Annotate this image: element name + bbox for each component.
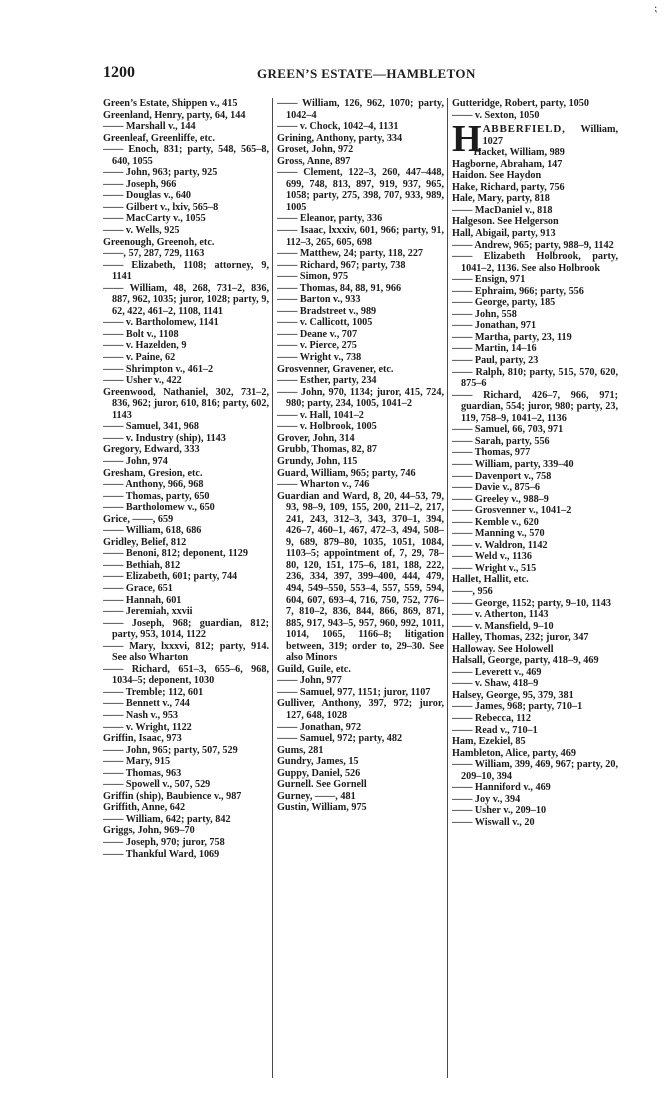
entry-text: William, 1027 — [482, 124, 618, 147]
index-entry: —— Samuel, 66, 703, 971 — [452, 424, 564, 436]
index-entry: —— John, 965; party, 507, 529 — [103, 744, 238, 756]
index-entry: —— Leverett v., 469 — [452, 666, 542, 678]
index-entry: Grosvenner, Gravener, etc. — [277, 363, 394, 375]
page-header — [103, 64, 613, 82]
index-entry: —— Tremble; 112, 601 — [103, 686, 204, 698]
index-entry: —— Clement, 122–3, 260, 447–448, 699, 748, 813, 897, 919, 937, 965, 1058; party, 275, 398, 707, 933, 989, 1005 — [277, 167, 444, 213]
index-entry: —— Greeley v., 988–9 — [452, 493, 549, 505]
index-entry: Halley, Thomas, 232; juror, 347 — [452, 632, 589, 644]
index-entry: —— William, 48, 268, 731–2, 836, 887, 962, 1035; juror, 1028; party, 9, 62, 422, 461–2, 1108, 1141 — [103, 282, 269, 317]
index-column-3-rest — [452, 147, 618, 828]
index-entry: —— Wharton v., 746 — [277, 479, 370, 491]
index-entry: —— Richard, 426–7, 966, 971; guardian, 554; juror, 980; party, 23, 119, 758–9, 1041–2, 1136 — [452, 389, 618, 424]
index-entry: Ham, Ezekiel, 85 — [452, 736, 526, 748]
index-entry: —— Anthony, 966, 968 — [103, 479, 204, 491]
index-entry: Greenleaf, Greenliffe, etc. — [103, 132, 215, 144]
index-entry: Grubb, Thomas, 82, 87 — [277, 444, 378, 456]
index-entry: Guardian and Ward, 8, 20, 44–53, 79, 93, 98–9, 109, 155, 200, 211–2, 217, 241, 243, 312–3, 343, 370–1, 394, 426–7, 460–1, 467, 472–3, 494, 508–9, 689, 879–80, 1035, 1051, 1084, 1103–5; appointment of, 7, 29, 78–80, 120, 151, 175–6, 181, 188, 222, 236, 334, 397, 399–400, 444, 479, 494, 549–550, 553–4, 557, 559, 594, 604, 607, 693–4, 716, 750, 752, 776–7, 810–2, 836, 844, 866, 869, 871, 885, 917, 943–5, 957, 960, 992, 1011, 1014, 1065, 1166–8; litigation between, 319; order to, 29–30. See also Minors — [277, 490, 444, 664]
index-entry: —— Usher v., 209–10 — [452, 805, 547, 817]
index-entry: Gundry, James, 15 — [277, 756, 359, 768]
index-entry: Hall, Abigail, party, 913 — [452, 228, 556, 240]
index-entry: Groset, John, 972 — [277, 144, 354, 156]
index-entry: —— Paul, party, 23 — [452, 355, 539, 367]
index-entry: —— Mary, lxxxvi, 812; party, 914. See also Wharton — [103, 640, 269, 664]
index-entry: —— Joseph, 968; guardian, 812; party, 953, 1014, 1122 — [103, 617, 269, 641]
index-entry: —— Joy v., 394 — [452, 793, 521, 805]
index-entry: —— Matthew, 24; party, 118, 227 — [277, 248, 424, 260]
index-entry: Griggs, John, 969–70 — [103, 825, 195, 837]
index-entry: —— Usher v., 422 — [103, 375, 182, 387]
index-entry: —— Mary, 915 — [103, 756, 171, 768]
index-entry: —— Rebecca, 112 — [452, 712, 531, 724]
index-entry: Gurney, ——, 481 — [277, 790, 356, 802]
index-entry: —— Thomas, 977 — [452, 447, 531, 459]
index-entry: Grundy, John, 115 — [277, 455, 358, 467]
index-entry: Halsall, George, party, 418–9, 469 — [452, 655, 599, 667]
index-entry: —— MacCarty v., 1055 — [103, 213, 206, 225]
index-entry: —— Grace, 651 — [103, 582, 173, 594]
index-entry: —— v. Wright, 1122 — [103, 721, 192, 733]
index-entry: —— Marshall v., 144 — [103, 121, 196, 133]
index-entry: ——, 57, 287, 729, 1163 — [103, 248, 205, 260]
index-entry: —— Bradstreet v., 989 — [277, 305, 377, 317]
index-entry: —— Bethiah, 812 — [103, 559, 181, 571]
index-entry: Gregory, Edward, 333 — [103, 444, 200, 456]
index-entry: Gums, 281 — [277, 744, 324, 756]
index-entry: —— John, 970, 1134; juror, 415, 724, 980; party, 234, 1005, 1041–2 — [277, 386, 444, 410]
index-entry: —— William, party, 339–40 — [452, 458, 574, 470]
index-entry: —— v. Callicott, 1005 — [277, 317, 373, 329]
index-entry: —— v. Sexton, 1050 — [452, 109, 540, 121]
index-entry: Hambleton, Alice, party, 469 — [452, 747, 576, 759]
index-entry: —— John, 977 — [277, 675, 342, 687]
index-entry: —— Douglas v., 640 — [103, 190, 192, 202]
index-entry: Halloway. See Holowell — [452, 643, 554, 655]
index-entry: —— v. Pierce, 275 — [277, 340, 357, 352]
index-entry: —— Samuel, 972; party, 482 — [277, 733, 403, 745]
index-entry: —— Bartholomew v., 650 — [103, 502, 215, 514]
index-entry: —— v. Hazelden, 9 — [103, 340, 187, 352]
index-entry: Grover, John, 314 — [277, 432, 355, 444]
index-entry: —— Richard, 967; party, 738 — [277, 259, 406, 271]
index-entry: Greenwood, Nathaniel, 302, 731–2, 836, 962; juror, 610, 816; party, 602, 1143 — [103, 386, 269, 421]
index-entry: —— John, 974 — [103, 455, 168, 467]
index-entry: Greenough, Greenoh, etc. — [103, 236, 215, 248]
index-entry: —— George, party, 185 — [452, 297, 556, 309]
index-entry: —— Jeremiah, xxvii — [103, 606, 193, 618]
index-entry: —— Sarah, party, 556 — [452, 435, 550, 447]
index-entry: —— v. Industry (ship), 1143 — [103, 432, 226, 444]
index-entry: —— Richard, 651–3, 655–6, 968, 1034–5; deponent, 1030 — [103, 663, 269, 687]
index-column-2 — [277, 98, 444, 1083]
index-entry: Hake, Richard, party, 756 — [452, 181, 565, 193]
index-entry: Grining, Anthony, party, 334 — [277, 132, 403, 144]
index-entry: —— Kemble v., 620 — [452, 516, 539, 528]
index-entry: —— Weld v., 1136 — [452, 551, 532, 563]
index-entry: —— Deane v., 707 — [277, 328, 358, 340]
index-entry: —— George, 1152; party, 9–10, 1143 — [452, 597, 612, 609]
index-entry: —— Enoch, 831; party, 548, 565–8, 640, 1055 — [103, 144, 269, 167]
index-entry: —— v. Waldron, 1142 — [452, 539, 548, 551]
margin-tick-mark: ⁏ — [654, 3, 658, 14]
index-entry: —— v. Wells, 925 — [103, 225, 180, 237]
index-entry: —— Grosvenner v., 1041–2 — [452, 505, 572, 517]
index-entry: Gross, Anne, 897 — [277, 155, 351, 167]
index-entry: —— Andrew, 965; party, 988–9, 1142 — [452, 239, 614, 251]
running-head: GREEN’S ESTATE—HAMBLETON — [257, 66, 476, 81]
index-entry: —— Davenport v., 758 — [452, 470, 552, 482]
index-entry: Hagborne, Abraham, 147 — [452, 158, 563, 170]
index-entry: —— v. Holbrook, 1005 — [277, 421, 377, 433]
index-entry: —— Thomas, party, 650 — [103, 490, 210, 502]
index-entry: —— John, 963; party, 925 — [103, 167, 218, 179]
index-entry: —— Hannah, 601 — [103, 594, 182, 606]
index-entry: —— Wiswall v., 20 — [452, 816, 535, 828]
index-entry: Hallet, Hallit, etc. — [452, 574, 529, 586]
page-number: 1200 — [103, 64, 135, 81]
index-entry: —— Martha, party, 23, 119 — [452, 331, 572, 343]
index-entry: —— William, 642; party, 842 — [103, 813, 231, 825]
index-entry: —— Thankful Ward, 1069 — [103, 848, 220, 860]
small-caps-heading: ABBERFIELD, — [482, 123, 566, 136]
index-entry: —— Simon, 975 — [277, 271, 349, 283]
index-entry: Halsey, George, 95, 379, 381 — [452, 689, 574, 701]
index-entry: —— Elizabeth, 1108; attorney, 9, 1141 — [103, 259, 269, 283]
index-entry: Green’s Estate, Shippen v., 415 — [103, 98, 238, 109]
index-entry: Guild, Guile, etc. — [277, 663, 351, 675]
index-entry: —— v. Shaw, 418–9 — [452, 678, 539, 690]
index-entry: Hale, Mary, party, 818 — [452, 193, 550, 205]
index-entry: —— Esther, party, 234 — [277, 375, 377, 387]
index-entry: —— Ephraim, 966; party, 556 — [452, 285, 584, 297]
index-entry: Gustin, William, 975 — [277, 802, 367, 814]
index-entry: —— Shrimpton v., 461–2 — [103, 363, 214, 375]
index-entry: ——, 956 — [452, 585, 493, 597]
index-entry: —— Benoni, 812; deponent, 1129 — [103, 548, 248, 560]
index-entry: —— Ensign, 971 — [452, 274, 526, 286]
index-entry: —— v. Paine, 62 — [103, 352, 176, 364]
index-entry: —— Samuel, 341, 968 — [103, 421, 199, 433]
index-entry: —— Hanniford v., 469 — [452, 782, 551, 794]
index-entry: Gridley, Belief, 812 — [103, 536, 187, 548]
index-entry: Hacket, William, 989 — [473, 147, 565, 159]
index-entry: —— Elizabeth, 601; party, 744 — [103, 571, 238, 583]
index-entry: —— MacDaniel v., 818 — [452, 204, 553, 216]
index-entry: —— Martin, 14–16 — [452, 343, 537, 355]
index-entry: Gutteridge, Robert, party, 1050 — [452, 98, 589, 109]
column-rule-right — [447, 98, 448, 1078]
index-entry: —— Nash v., 953 — [103, 709, 179, 721]
index-entry: —— Bennett v., 744 — [103, 698, 190, 710]
index-entry: —— v. Chock, 1042–4, 1131 — [277, 121, 399, 133]
index-entry: Griffin, Isaac, 973 — [103, 733, 182, 745]
drop-cap-letter: H — [452, 118, 482, 161]
index-entry: —— Gilbert v., lxiv, 565–8 — [103, 201, 219, 213]
index-entry: —— Thomas, 84, 88, 91, 966 — [277, 282, 402, 294]
index-entry: —— Manning v., 570 — [452, 528, 545, 540]
index-entry: —— Thomas, 963 — [103, 767, 182, 779]
index-entry: —— Jonathan, 972 — [277, 721, 362, 733]
index-entry: —— Elizabeth Holbrook, party, 1041–2, 1136. See also Holbrook — [452, 251, 618, 274]
index-entry: Grice, ——, 659 — [103, 513, 174, 525]
index-entry: —— Eleanor, party, 336 — [277, 213, 383, 225]
index-entry: —— v. Hall, 1041–2 — [277, 409, 364, 421]
index-entry: —— Wright v., 738 — [277, 352, 362, 364]
index-entry: —— James, 968; party, 710–1 — [452, 701, 583, 713]
index-entry: —— William, 618, 686 — [103, 525, 202, 537]
index-entry: —— Barton v., 933 — [277, 294, 361, 306]
index-entry: —— Spowell v., 507, 529 — [103, 779, 211, 791]
index-column-1 — [103, 98, 269, 1083]
index-entry: —— Joseph, 966 — [103, 178, 177, 190]
column-rule-left — [272, 98, 273, 1078]
index-entry: Guppy, Daniel, 526 — [277, 767, 361, 779]
index-entry: —— v. Atherton, 1143 — [452, 609, 549, 621]
index-entry: Griffith, Anne, 642 — [103, 802, 186, 814]
index-entry: Griffin (ship), Baubience v., 987 — [103, 790, 242, 802]
index-entry: —— Davie v., 875–6 — [452, 482, 541, 494]
index-entry: —— Bolt v., 1108 — [103, 328, 179, 340]
index-entry: —— Isaac, lxxxiv, 601, 966; party, 91, 112–3, 265, 605, 698 — [277, 225, 444, 248]
index-entry: Halgeson. See Helgerson — [452, 216, 559, 228]
index-entry: —— Jonathan, 971 — [452, 320, 537, 332]
index-column-3 — [452, 98, 618, 1083]
index-entry: —— Samuel, 977, 1151; juror, 1107 — [277, 686, 431, 698]
index-entry: Greenland, Henry, party, 64, 144 — [103, 109, 246, 121]
index-entry: —— Ralph, 810; party, 515, 570, 620, 875–6 — [452, 366, 618, 390]
index-entry: —— John, 558 — [452, 308, 517, 320]
index-entry: —— Joseph, 970; juror, 758 — [103, 837, 225, 848]
index-entry: Gulliver, Anthony, 397, 972; juror, 127, 648, 1028 — [277, 698, 444, 721]
index-entry: Haidon. See Haydon — [452, 170, 542, 182]
index-entry: —— William, 399, 469, 967; party, 20, 209–10, 394 — [452, 759, 618, 782]
index-entry: —— Read v., 710–1 — [452, 724, 538, 736]
index-entry: —— v. Mansfield, 9–10 — [452, 620, 554, 632]
index-entry: Gresham, Gresion, etc. — [103, 467, 203, 479]
index-entry: —— Wright v., 515 — [452, 562, 537, 574]
index-entry: Guard, William, 965; party, 746 — [277, 467, 416, 479]
index-column-3-top — [452, 98, 618, 121]
index-entry: —— William, 126, 962, 1070; party, 1042–4 — [277, 98, 444, 121]
index-entry: —— v. Bartholomew, 1141 — [103, 317, 219, 329]
index-entry: Gurnell. See Gornell — [277, 779, 367, 791]
